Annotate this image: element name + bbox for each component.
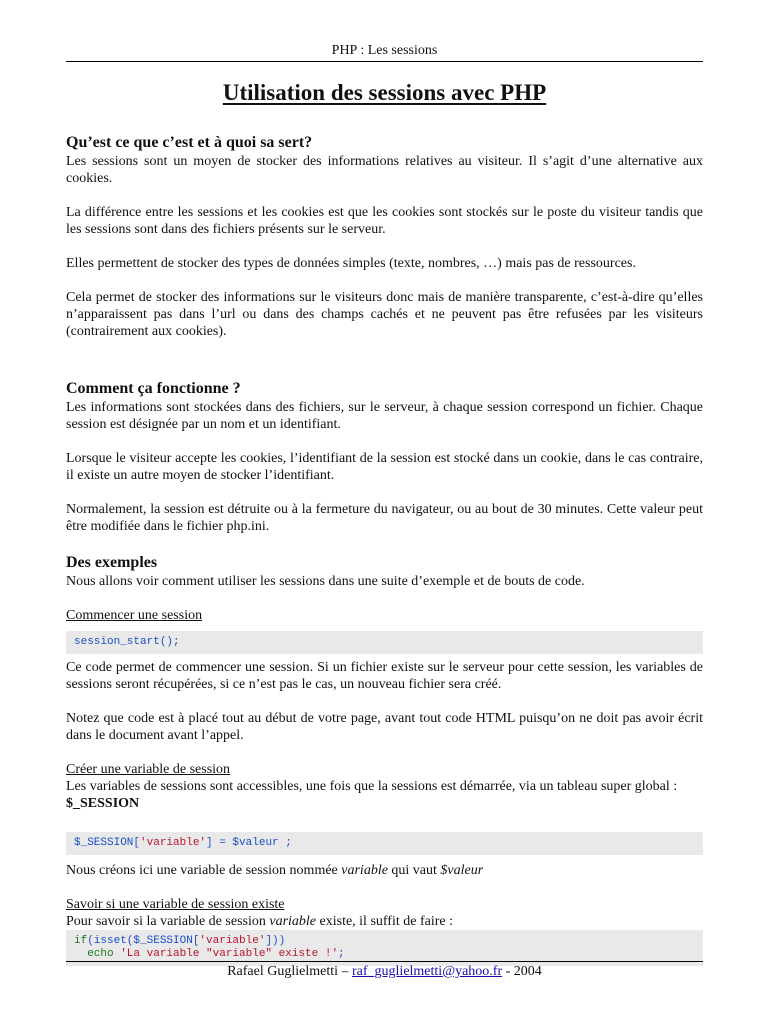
variable-value: $valeur: [440, 863, 484, 878]
example-title-create-variable: Créer une variable de session: [66, 762, 231, 777]
paragraph: Les sessions sont un moyen de stocker des informations relatives au visiteur. Il s’agit d’une alternative aux cookies.: [66, 154, 703, 186]
code-token: ] = $valeur ;: [206, 837, 292, 849]
paragraph: [66, 862, 703, 879]
document-title-text: Utilisation des sessions avec PHP: [222, 80, 547, 105]
paragraph-text: Les variables de sessions sont accessibles, une fois que la sessions est démarrée, via un tableau super global :: [66, 779, 678, 794]
paragraph: Notez que code est à placé tout au début de votre page, avant tout code HTML puisqu’on ne doit pas avoir écrit dans le document avant l’appel.: [66, 711, 703, 743]
code-token: ;: [338, 948, 345, 960]
footer-divider: [66, 961, 703, 962]
paragraph: La différence entre les sessions et les cookies est que les cookies sont stockés sur le poste du visiteur tandis que les sessions sont dans des fichiers présents sur le serveur.: [66, 205, 703, 237]
code-block-assign-variable: [66, 832, 703, 855]
document-body: [66, 133, 703, 966]
code-string: 'La variable "variable" existe !': [113, 948, 339, 960]
paragraph: Les informations sont stockées dans des fichiers, sur le serveur, à chaque session correspond un fichier. Chaque session est désignée par un nom et un identifiant.: [66, 400, 703, 432]
paragraph: Cela permet de stocker des informations sur le visiteurs donc mais de manière transparente, c’est-à-dire qu’elles n’apparaissent pas dans l’url ou dans des champs cachés et ne peuvent pas être refusées par les visiteurs (contrairement aux cookies).: [66, 290, 703, 339]
header-divider: [66, 61, 703, 62]
paragraph-text: Nous créons ici une variable de session nommée: [66, 863, 342, 878]
code-token: $_SESSION[: [74, 837, 141, 849]
session-superglobal: $_SESSION: [66, 796, 140, 811]
page-footer: [66, 963, 703, 981]
example-title-start-session: Commencer une session: [66, 608, 203, 623]
footer-email-link[interactable]: raf_guglielmetti@yahoo.fr: [352, 964, 503, 979]
code-block-session-start: session_start();: [66, 631, 703, 654]
code-string: 'variable': [140, 837, 207, 849]
paragraph: Nous allons voir comment utiliser les sessions dans une suite d’exemple et de bouts de code.: [66, 574, 585, 589]
paragraph: Elles permettent de stocker des types de données simples (texte, nombres, …) mais pas de ressources.: [66, 256, 636, 271]
code-keyword: if: [74, 935, 88, 947]
paragraph: Normalement, la session est détruite ou à la fermeture du navigateur, ou au bout de 30 minutes. Cette valeur peut être modifiée dans le fichier php.ini.: [66, 502, 703, 534]
code-token: (isset($_SESSION[: [87, 935, 200, 947]
paragraph-text: qui vaut: [387, 863, 441, 878]
footer-author: Rafael Guglielmetti –: [227, 964, 352, 979]
variable-name: variable: [341, 863, 388, 878]
paragraph: [66, 778, 703, 812]
code-token: ])): [265, 935, 286, 947]
footer-year: - 2004: [502, 964, 542, 979]
code-keyword: echo: [74, 948, 114, 960]
variable-name: variable: [269, 914, 317, 929]
page-header: PHP : Les sessions: [331, 43, 438, 58]
paragraph-text: existe, il suffit de faire :: [316, 914, 453, 929]
paragraph: [66, 913, 703, 930]
section-heading-what: Qu’est ce que c’est et à quoi sa sert?: [66, 134, 313, 151]
paragraph-text: Pour savoir si la variable de session: [66, 914, 270, 929]
section-heading-how: Comment ça fonctionne ?: [66, 380, 241, 397]
paragraph: Ce code permet de commencer une session. Si un fichier existe sur le serveur pour cette session, les variables de sessions seront récupérées, si ce n’est pas le cas, un nouveau fichier sera créé.: [66, 660, 703, 692]
section-heading-examples: Des exemples: [66, 554, 158, 571]
paragraph: Lorsque le visiteur accepte les cookies, l’identifiant de la session est stocké dans un cookie, dans le cas contraire, il existe un autre moyen de stocker l’identifiant.: [66, 451, 703, 483]
code-string: 'variable': [199, 935, 266, 947]
document-title: [66, 78, 703, 108]
example-title-variable-exists: Savoir si une variable de session existe: [66, 897, 285, 912]
